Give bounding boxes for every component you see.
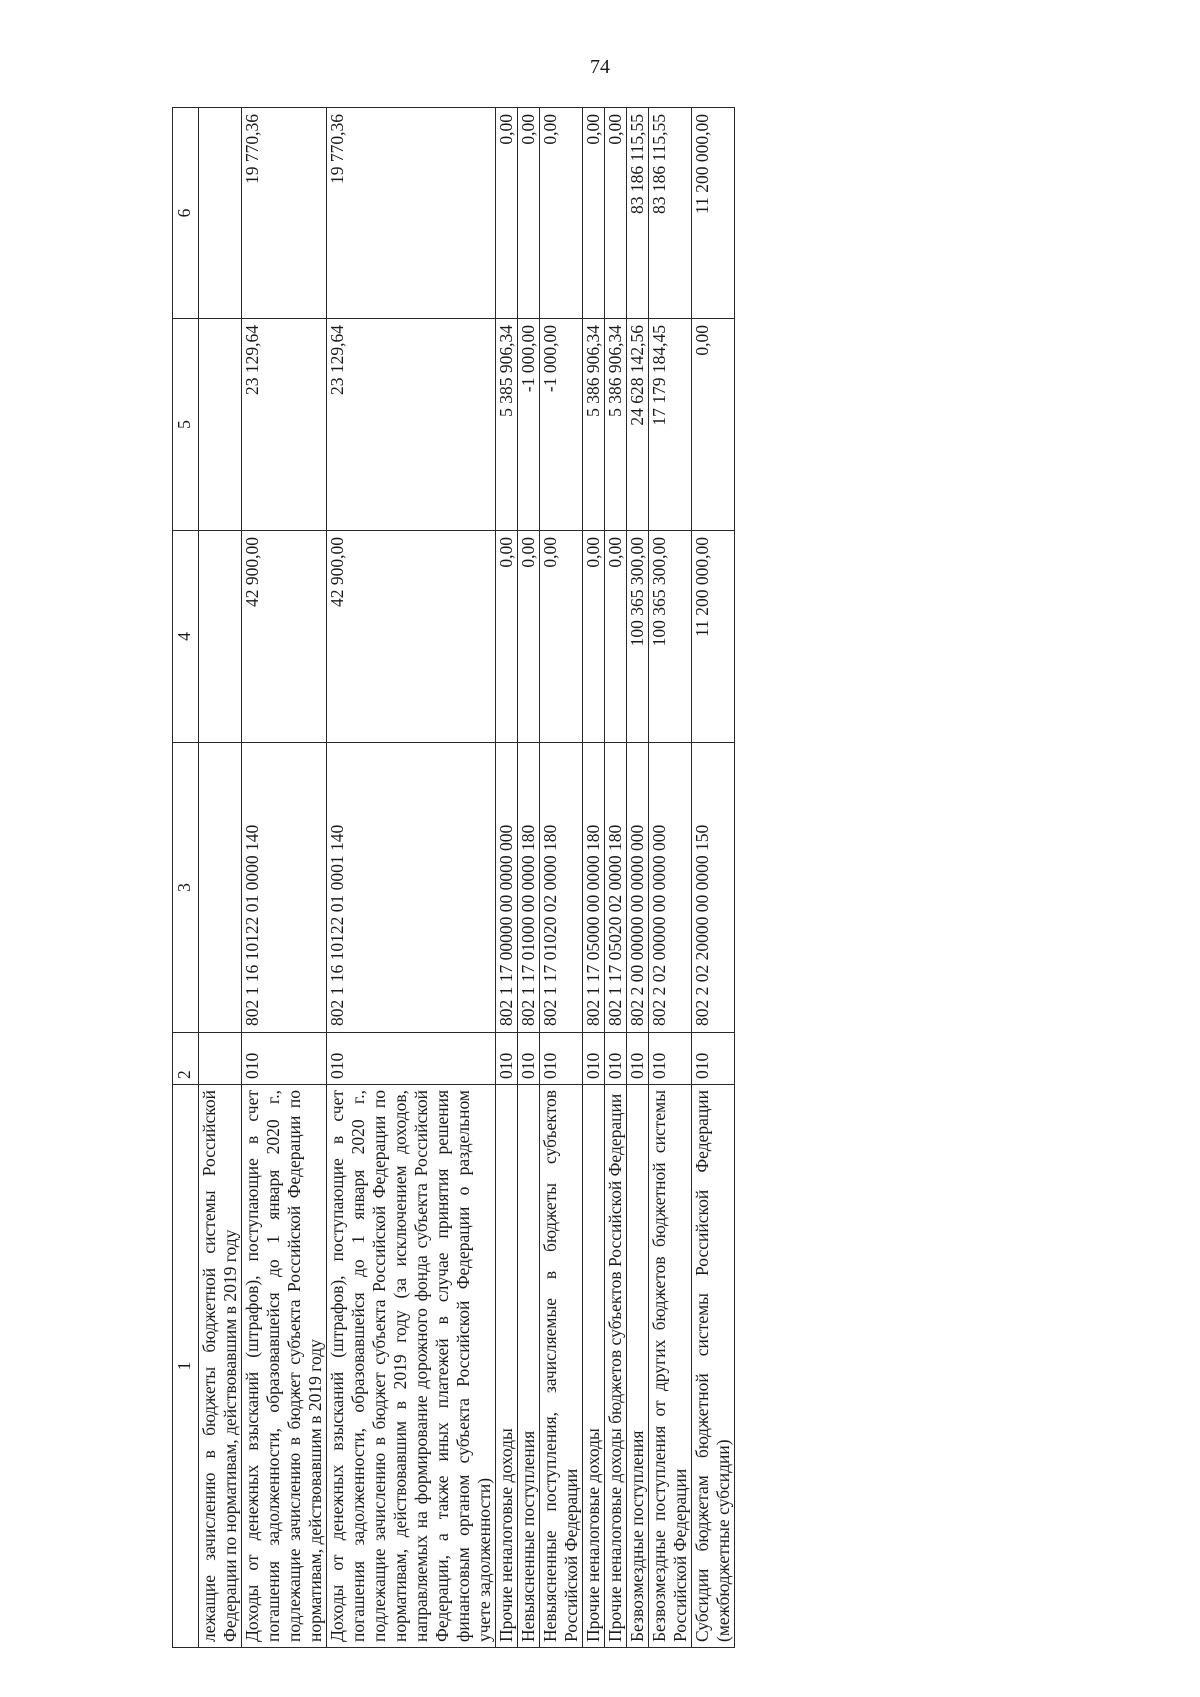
row-diff: 83 186 115,55 [627,108,649,319]
row-kbk: 802 2 00 00000 00 0000 000 [627,743,649,1033]
row-code: 010 [496,1033,518,1085]
row-name: Доходы от денежных взысканий (штрафов), поступающие в счет погашения задолженности, образовавшейся до 1 января 2020 г., подлежащие зачислению в бюджет субъекта Российской Федерации по нормативам, действовавшим в 2019 году (за исключением доходов, направляемых на формирование дорожного фонда субъекта Российской Федерации, а также иных платежей в случае принятия решения финансовым органом субъекта Российской Федерации о раздельном учете задолженности) [327,1085,496,1648]
row-code: 010 [583,1033,605,1085]
row-code: 010 [627,1033,649,1085]
page-number: 74 [590,56,610,78]
table-row [327,108,496,1648]
row-diff: 19 770,36 [242,108,327,319]
row-plan: 0,00 [496,531,518,743]
row-fact [199,319,242,531]
row-kbk: 802 2 02 20000 00 0000 150 [692,743,735,1033]
table-row [627,108,649,1648]
row-fact: 17 179 184,45 [649,319,692,531]
row-fact: 0,00 [692,319,735,531]
row-name: Прочие неналоговые доходы [496,1085,518,1648]
rotated-table-container [172,108,1087,1648]
row-kbk [199,743,242,1033]
row-name: Безвозмездные поступления [627,1085,649,1648]
row-plan: 42 900,00 [327,531,496,743]
row-name: Субсидии бюджетам бюджетной системы Российской Федерации (межбюджетные субсидии) [692,1085,735,1648]
row-fact: -1 000,00 [518,319,540,531]
row-kbk: 802 1 17 05020 02 0000 180 [605,743,627,1033]
row-kbk: 802 1 16 10122 01 0001 140 [327,743,496,1033]
row-diff [199,108,242,319]
row-fact: 23 129,64 [327,319,496,531]
row-plan: 42 900,00 [242,531,327,743]
header-col-2: 2 [173,1033,199,1085]
row-fact: 5 385 906,34 [496,319,518,531]
row-plan: 100 365 300,00 [627,531,649,743]
row-code: 010 [692,1033,735,1085]
table-row [540,108,583,1648]
row-plan: 100 365 300,00 [649,531,692,743]
table-row [199,108,242,1648]
header-col-1: 1 [173,1085,199,1648]
row-fact: 5 386 906,34 [583,319,605,531]
row-fact: 23 129,64 [242,319,327,531]
header-col-6: 6 [173,108,199,319]
row-diff: 0,00 [605,108,627,319]
row-diff: 19 770,36 [327,108,496,319]
row-diff: 0,00 [496,108,518,319]
row-kbk: 802 1 17 01000 00 0000 180 [518,743,540,1033]
row-plan: 11 200 000,00 [692,531,735,743]
row-diff: 0,00 [518,108,540,319]
row-kbk: 802 1 17 05000 00 0000 180 [583,743,605,1033]
header-col-5: 5 [173,319,199,531]
row-code: 010 [605,1033,627,1085]
row-kbk: 802 1 16 10122 01 0000 140 [242,743,327,1033]
row-fact: 24 628 142,56 [627,319,649,531]
row-name: Безвозмездные поступления от других бюджетов бюджетной системы Российской Федерации [649,1085,692,1648]
row-fact: -1 000,00 [540,319,583,531]
row-code: 010 [327,1033,496,1085]
header-col-3: 3 [173,743,199,1033]
budget-revenue-table [172,107,735,1648]
row-kbk: 802 1 17 01020 02 0000 180 [540,743,583,1033]
row-code: 010 [540,1033,583,1085]
row-name: лежащие зачислению в бюджеты бюджетной системы Российской Федерации по нормативам, действовавшим в 2019 году [199,1085,242,1648]
row-name: Прочие неналоговые доходы бюджетов субъектов Российской Федерации [605,1085,627,1648]
row-code [199,1033,242,1085]
header-row [173,108,199,1648]
row-diff: 83 186 115,55 [649,108,692,319]
row-plan: 0,00 [605,531,627,743]
table-row [692,108,735,1648]
table-row [242,108,327,1648]
row-plan: 0,00 [518,531,540,743]
table-row [649,108,692,1648]
row-name: Прочие неналоговые доходы [583,1085,605,1648]
row-code: 010 [649,1033,692,1085]
table-row [605,108,627,1648]
row-fact: 5 386 906,34 [605,319,627,531]
row-diff: 0,00 [540,108,583,319]
row-kbk: 802 2 02 00000 00 0000 000 [649,743,692,1033]
row-plan: 0,00 [583,531,605,743]
header-col-4: 4 [173,531,199,743]
table-row [583,108,605,1648]
row-diff: 0,00 [583,108,605,319]
row-code: 010 [518,1033,540,1085]
row-kbk: 802 1 17 00000 00 0000 000 [496,743,518,1033]
row-plan: 0,00 [540,531,583,743]
row-diff: 11 200 000,00 [692,108,735,319]
table-row [496,108,518,1648]
row-name: Невыясненные поступления, зачисляемые в бюджеты субъектов Российской Федерации [540,1085,583,1648]
row-name: Доходы от денежных взысканий (штрафов), поступающие в счет погашения задолженности, образовавшейся до 1 января 2020 г., подлежащие зачислению в бюджет субъекта Российской Федерации по нормативам, действовавшим в 2019 году [242,1085,327,1648]
row-name: Невыясненные поступления [518,1085,540,1648]
table-row [518,108,540,1648]
row-code: 010 [242,1033,327,1085]
row-plan [199,531,242,743]
